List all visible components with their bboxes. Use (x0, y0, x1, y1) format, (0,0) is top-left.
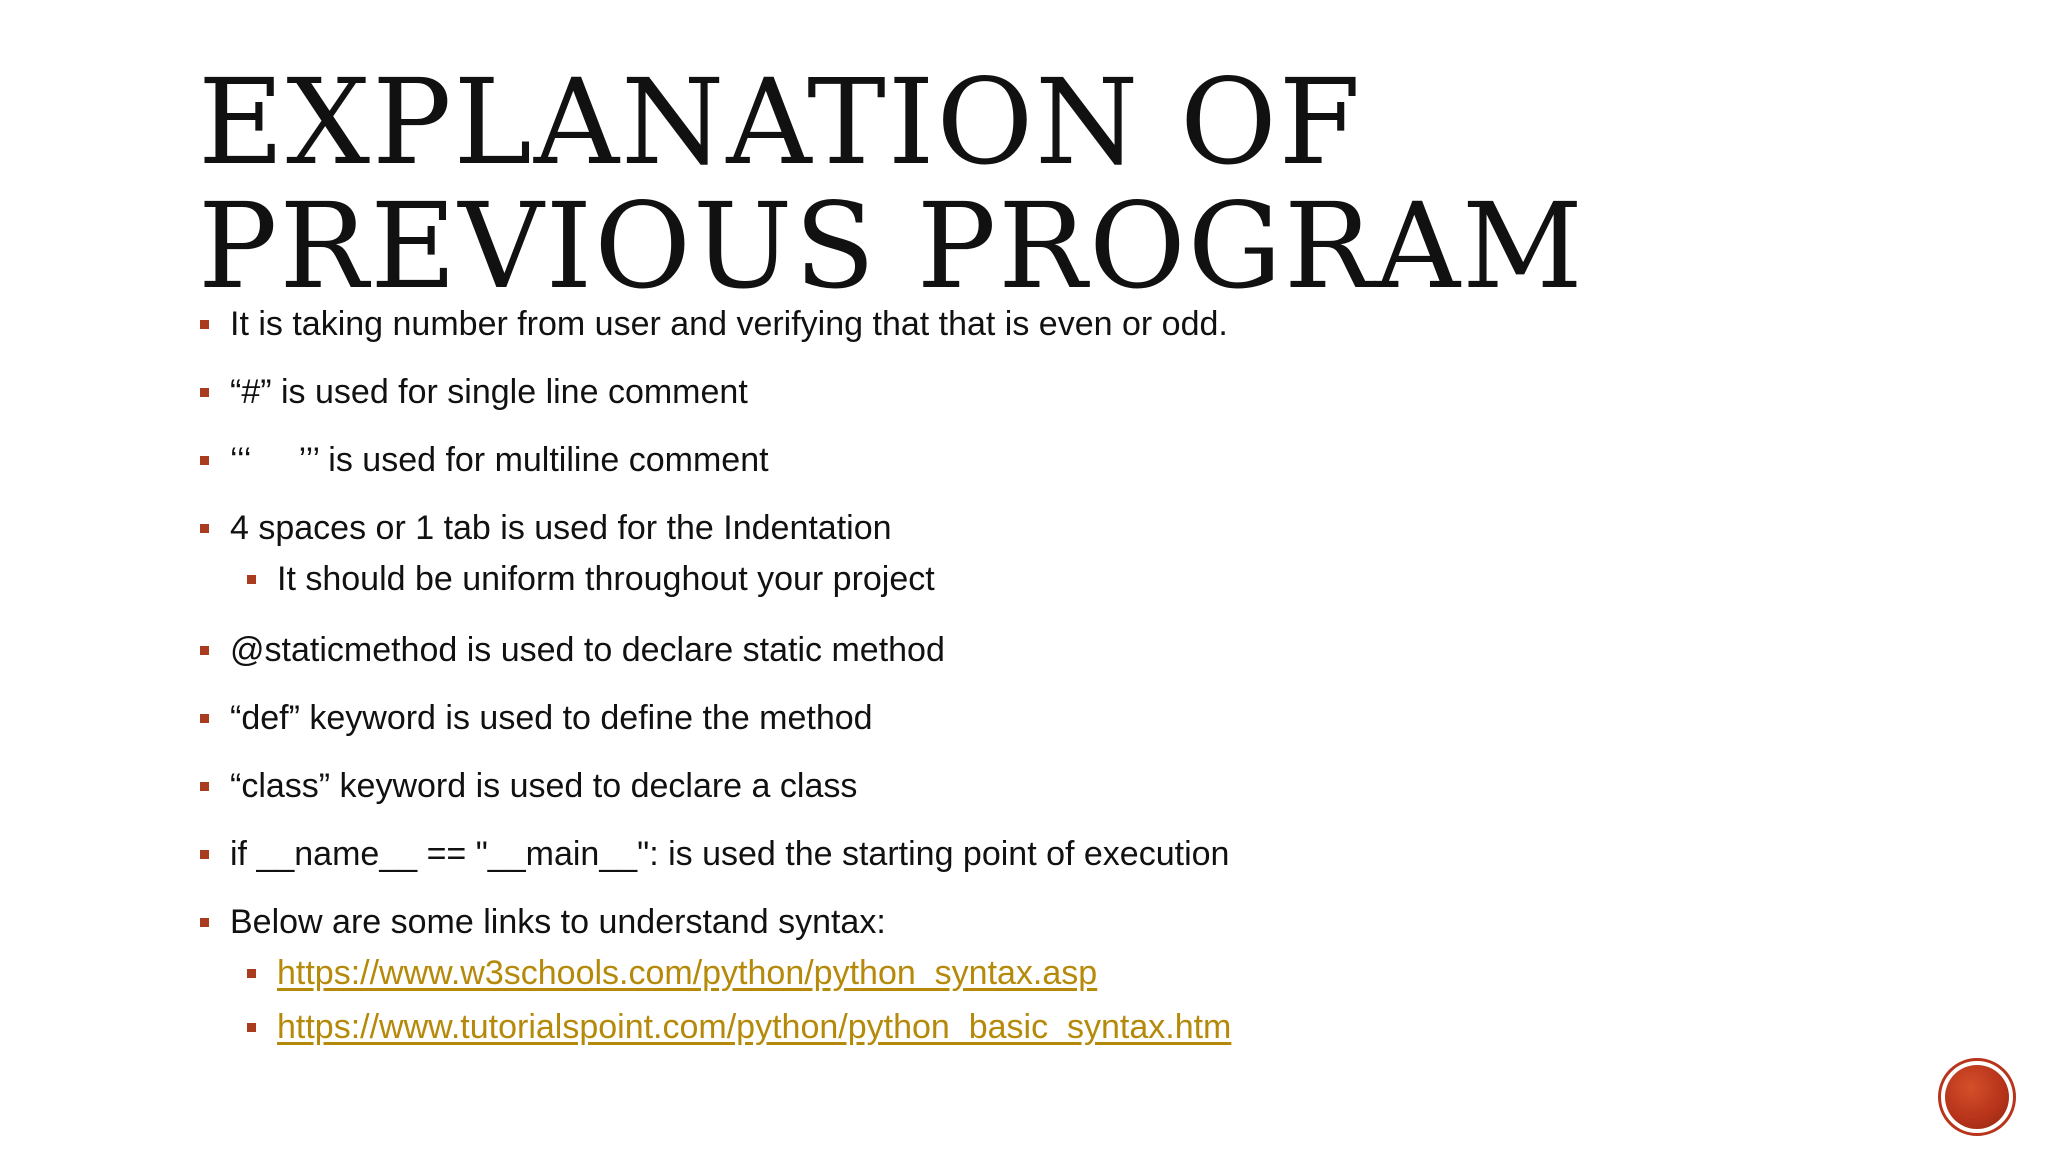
w3schools-syntax-link[interactable]: https://www.w3schools.com/python/python_syntax.asp (277, 954, 1098, 992)
bullet-text: ‘‘‘ ’’’ is used for multiline comment (230, 441, 769, 479)
bullet-text: 4 spaces or 1 tab is used for the Indentation (230, 509, 892, 547)
bullet-item (198, 302, 1758, 346)
bullet-item (198, 900, 1758, 1050)
bullet-text: “#” is used for single line comment (230, 373, 748, 411)
bullet-item (198, 628, 1758, 672)
bullet-text: if __name__ == "__main__": is used the starting point of execution (230, 835, 1230, 873)
sub-bullet-text: It should be uniform throughout your project (277, 560, 935, 598)
bullet-item (198, 370, 1758, 414)
bullet-item (198, 438, 1758, 482)
bullet-text: “class” keyword is used to declare a class (230, 767, 858, 805)
link-list (230, 950, 1758, 1050)
slide-title-line-1: EXPLANATION OF (198, 53, 1363, 191)
bullet-text: Below are some links to understand syntax: (230, 903, 886, 941)
slide-navigation-circle-icon[interactable] (1938, 1058, 2016, 1136)
bullet-item (198, 832, 1758, 876)
bullet-item (198, 764, 1758, 808)
sub-bullet-item (230, 1004, 1758, 1050)
bullet-item (198, 696, 1758, 740)
bullet-list (198, 302, 1758, 1076)
tutorialspoint-syntax-link[interactable]: https://www.tutorialspoint.com/python/python_basic_syntax.htm (277, 1008, 1232, 1046)
sub-bullet-item (230, 556, 1758, 602)
bullet-text: It is taking number from user and verifying that that is even or odd. (230, 305, 1228, 343)
nav-circle-fill (1945, 1065, 2009, 1129)
slide-title-line-2: PREVIOUS PROGRAM (198, 177, 1585, 315)
sub-bullet-list (230, 556, 1758, 602)
bullet-text: “def” keyword is used to define the method (230, 699, 873, 737)
bullet-item (198, 506, 1758, 602)
slide-title (198, 53, 1585, 315)
sub-bullet-item (230, 950, 1758, 996)
bullet-text: @staticmethod is used to declare static method (230, 631, 945, 669)
